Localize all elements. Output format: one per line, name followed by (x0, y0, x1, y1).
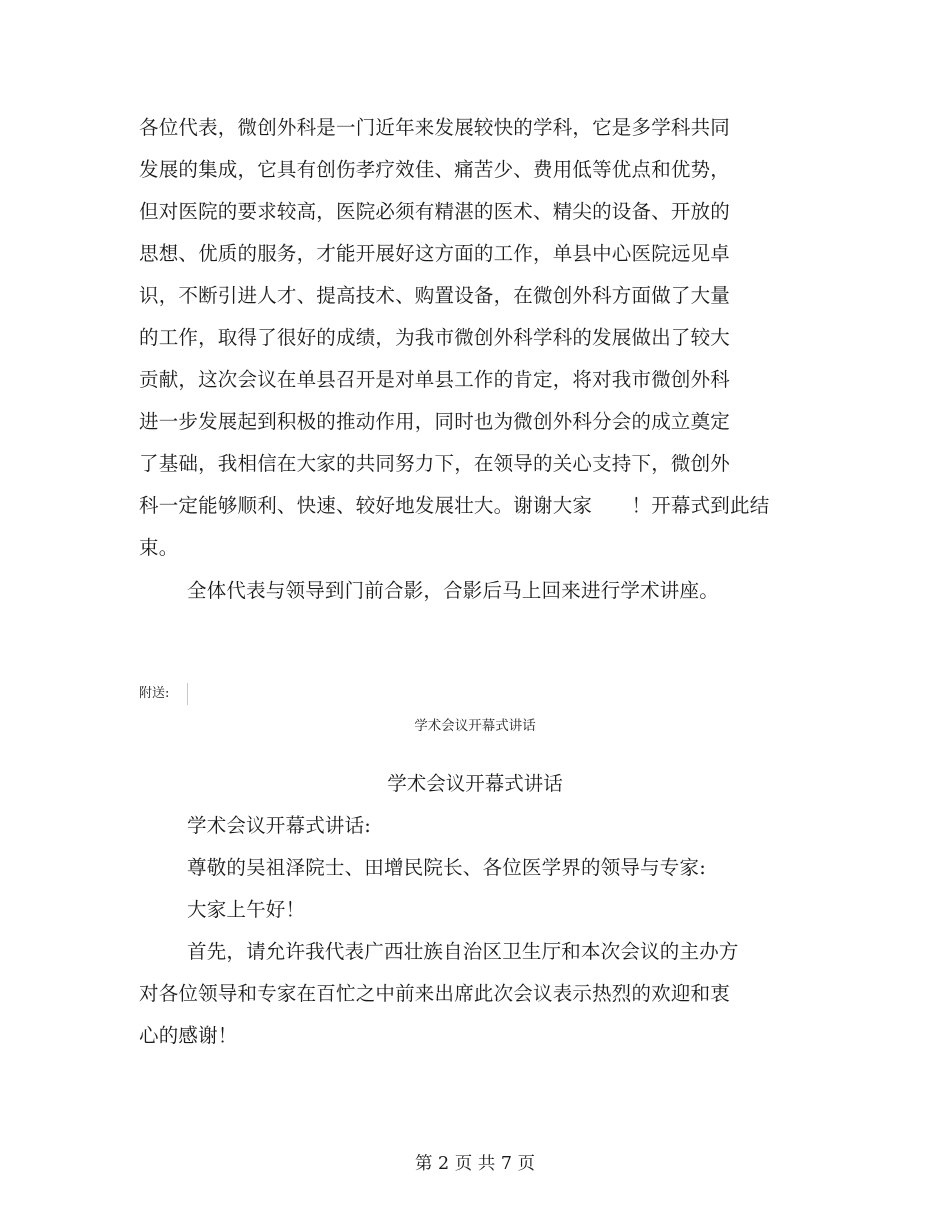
attachment-label: 附送: (139, 686, 170, 701)
body-line: 各位代表，微创外科是一门近年来发展较快的学科，它是多学科共同 (139, 116, 731, 139)
body-line: 的工作，取得了很好的成绩，为我市微创外科学科的发展做出了较大 (139, 326, 731, 349)
body-line: 束。 (139, 536, 179, 559)
page-number-footer: 第 2 页 共 7 页 (414, 1154, 536, 1174)
body-line: 发展的集成，它具有创伤孝疗效佳、痛苦少、费用低等优点和优势， (139, 158, 731, 181)
attachment-small-title: 学术会议开幕式讲话 (414, 718, 536, 734)
speech-paragraph-line: 首先，请允许我代表广西壮族自治区卫生厅和本次会议的主办方 (187, 940, 739, 963)
section-title: 学术会议开幕式讲话 (387, 772, 563, 795)
body-line: 了基础，我相信在大家的共同努力下，在领导的关心支持下，微创外 (139, 452, 731, 475)
speech-paragraph-line: 心的感谢！ (139, 1024, 238, 1047)
speech-heading: 学术会议开幕式讲话: (187, 814, 372, 837)
speech-paragraph-line: 对各位领导和专家在百忙之中前来出席此次会议表示热烈的欢迎和衷 (139, 982, 731, 1005)
body-line: 思想、优质的服务，才能开展好这方面的工作，单县中心医院远见卓 (139, 242, 731, 265)
speech-salutation: 尊敬的吴祖泽院士、田增民院长、各位医学界的领导与专家: (187, 856, 706, 879)
closing-line: 全体代表与领导到门前合影，合影后马上回来进行学术讲座。 (187, 579, 719, 602)
body-line: 但对医院的要求较高，医院必须有精湛的医术、精尖的设备、开放的 (139, 200, 731, 223)
attachment-divider (187, 683, 188, 705)
body-line: 科一定能够顺利、快速、较好地发展壮大。谢谢大家 ！开幕式到此结 (139, 494, 770, 517)
speech-greeting: 大家上午好！ (187, 898, 306, 921)
body-line: 贡献，这次会议在单县召开是对单县工作的肯定，将对我市微创外科 (139, 368, 731, 391)
body-line: 识，不断引进人才、提高技术、购置设备，在微创外科方面做了大量 (139, 284, 731, 307)
body-line: 进一步发展起到积极的推动作用，同时也为微创外科分会的成立奠定 (139, 410, 731, 433)
